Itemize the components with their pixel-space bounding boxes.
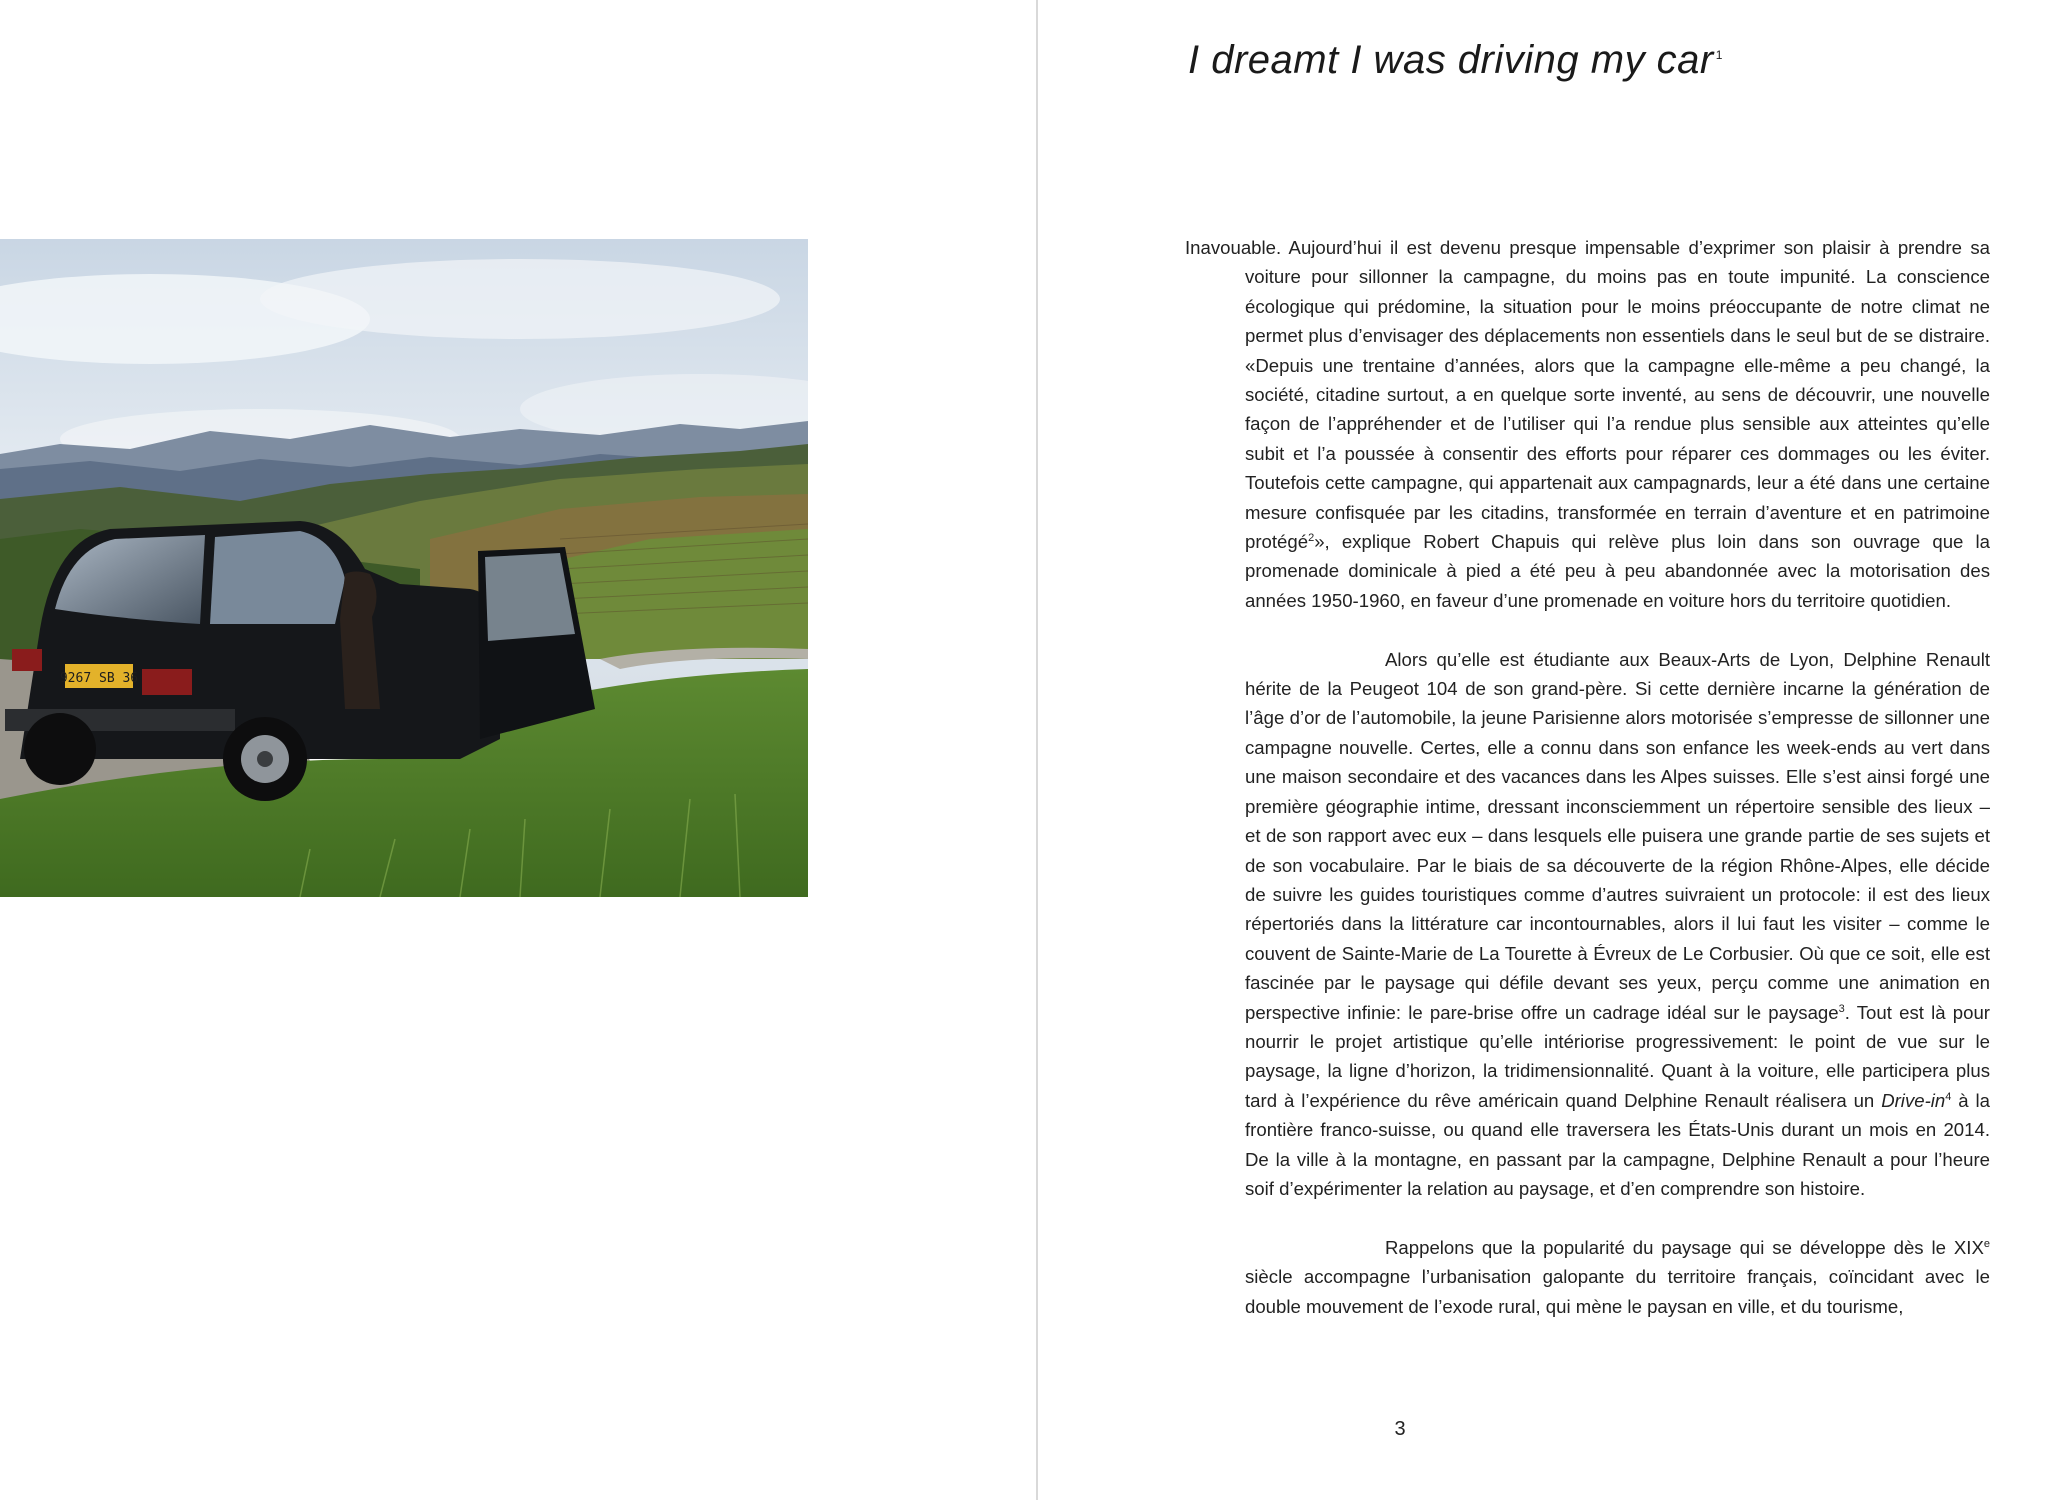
paragraph-1: Inavouable. Aujourd’hui il est devenu presque impensable d’exprimer son plaisir à prendre sa voiture pour sillonner la campagne, du moins pas en toute impunité. La conscience écologique qui prédomine, la situation pour le moins préoccupante de notre climat ne permet plus d’envisager des déplacements non essentiels dans le seul but de se distraire. «Depuis une trentaine d’années, alors que la campagne elle-même a peu changé, la société, citadine surtout, a en quelque sorte inventé, au sens de découvrir, une nouvelle façon de l’appréhender et de l’utiliser qui l’a rendue plus sensible aux atteintes qu’elle subit et l’a poussée à consentir des efforts pour réparer ces dommages ou les éviter. Toutefois cette campagne, qui appartenait aux campagnards, leur a été dans une certaine mesure confisquée par les citadins, transformée en terrain d’aventure et en patrimoine protégé$^2$», explique Robert Chapuis qui relève plus loin dans son ouvrage que la promenade dominicale à pied a été peu à peu abandonnée avec la motorisation des années 1950-1960, en faveur d’une promenade en voiture hors du territoire quotidien. [1185,237,1990,611]
paragraph-2: Alors qu’elle est étudiante aux Beaux-Arts de Lyon, Delphine Renault hérite de la Peugeot 104 de son grand-père. Si cette dernière incarne la génération de l’âge d’or de l’automobile, la jeune Parisienne alors motorisée s’empresse de sillonner une campagne nouvelle. Certes, elle a connu dans son enfance les week-ends au vert dans une maison secondaire et des vacances dans les Alpes suisses. Elle s’est ainsi forgé une première géographie intime, dressant inconsciemment un répertoire sensible des lieux – et de son rapport avec eux – dans lesquels elle puisera une grande partie de ses sujets et de son vocabulaire. Par le biais de sa découverte de la région Rhône-Alpes, elle décide de suivre les guides touristiques comme d’autres suivraient un protocole: il est des lieux répertoriés dans la littérature car incontournables, alors il lui faut les visiter – comme le couvent de Sainte-Marie de La Tourette à Évreux de Le Corbusier. Où que ce soit, elle est fascinée par le paysage qui défile devant ses yeux, perçu comme une animation en perspective infinie: le pare-brise offre un cadrage idéal sur le paysage$^3$. Tout est là pour nourrir le projet artistique qu’elle intériorise progressivement: le point de vue sur le paysage, la ligne d’horizon, la tridimensionnalité. Quant à la voiture, elle participera plus tard à l’expérience du rêve américain quand Delphine Renault réalisera un Drive-$in^4$ à la frontière franco-suisse, ou quand elle traversera les États-Unis durant un mois en 2014. De la ville à la montagne, en passant par la campagne, Delphine Renault a pour l’heure soif d’expérimenter la relation au paysage, et d’en comprendre son histoire. [1245,648,1990,1199]
paragraph-3: Rappelons que la popularité du paysage qui se développe dès le XIXe siècle accompagne l’urbanisation galopante du territoire français, coïncidant avec le double mouvement de l’exode rural, qui mène le paysan en ville, et du tourisme, [1245,1236,1990,1317]
body-text [1185,233,1990,1321]
page-gutter [1036,0,1038,1500]
page-number: 3 [1394,1418,1406,1440]
footnote-ref-2: 2 [1308,531,1315,544]
drive-in-title: Drive-in [1881,1089,1946,1111]
footnote-ref-4: 4 [1945,1090,1952,1103]
century-superscript: e [1983,1237,1990,1250]
car-landscape-photo [0,239,808,897]
license-plate: 9267 SB 36 [59,671,139,686]
footnote-ref-3: 3 [1838,1002,1845,1015]
page-title: I dreamt I was driving my car $^1$ [1188,38,1723,82]
title-footnote-ref: 1 [1715,48,1723,62]
